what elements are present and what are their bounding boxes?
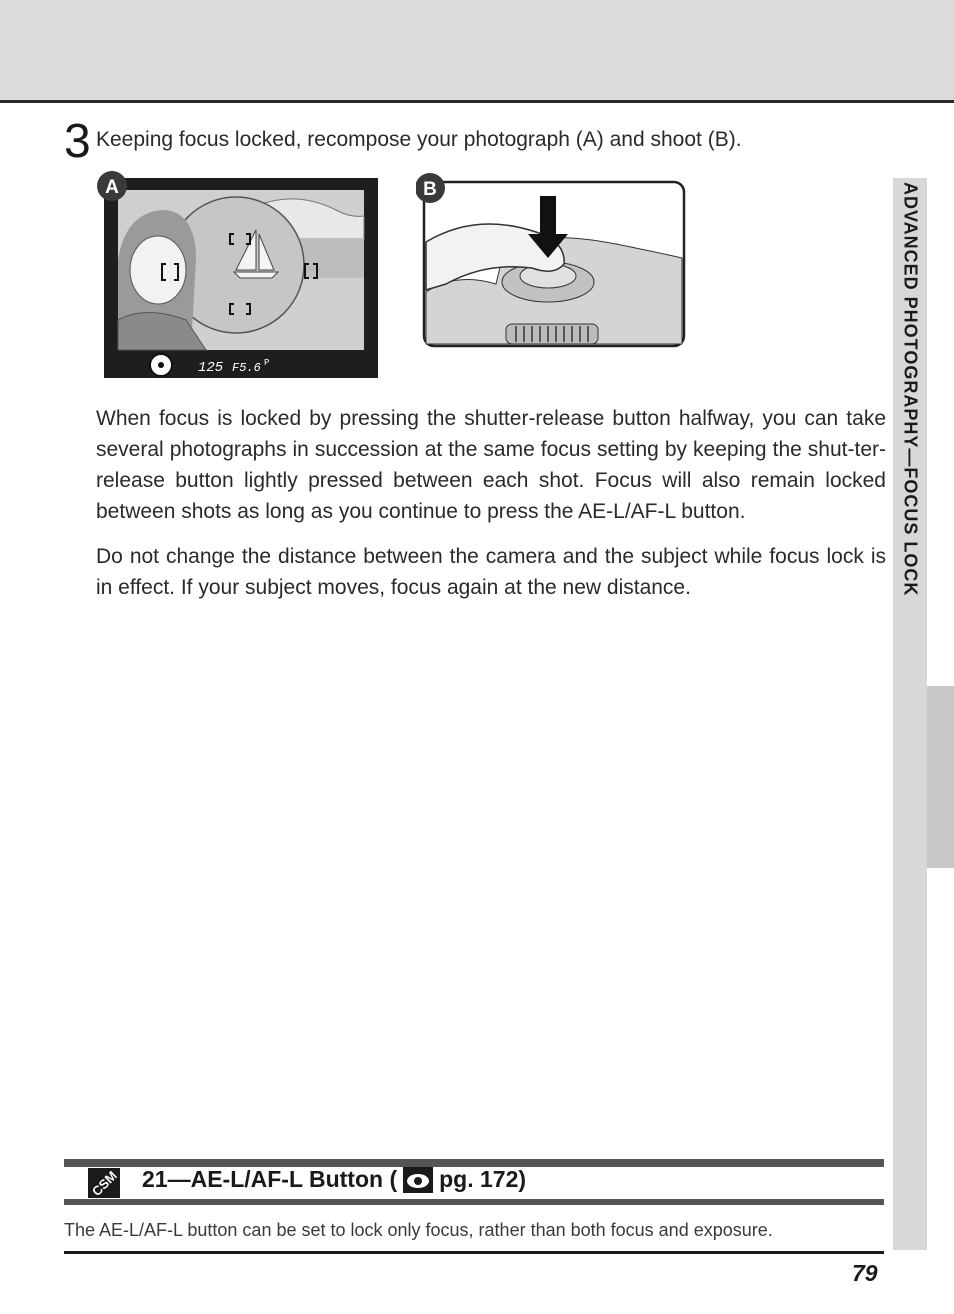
csm-title-suffix: pg. 172) [439, 1166, 527, 1192]
step-instruction: Keeping focus locked, recompose your photograph (A) and shoot (B). [96, 128, 742, 151]
header-band [0, 0, 954, 100]
header-rule [0, 100, 954, 103]
page-number: 79 [852, 1260, 878, 1286]
csm-title-prefix: 21—AE-L/AF-L Button ( [142, 1166, 398, 1192]
figure-a-badge: A [105, 177, 119, 198]
csm-note: The AE-L/AF-L button can be set to lock only focus, rather than both focus and exposure. [64, 1220, 773, 1240]
figure-a-viewfinder [96, 170, 380, 380]
step-number: 3 [64, 115, 89, 168]
mode-readout: P [264, 358, 270, 368]
body-paragraph: Do not change the distance between the camera and the subject while focus lock is in effect. If your subject moves, focus again at the new distance. [96, 545, 886, 599]
csm-rule-bottom [64, 1251, 884, 1254]
side-tab-marker [927, 686, 954, 868]
csm-rule-middle [64, 1199, 884, 1205]
aperture-readout: F5.6 [232, 361, 261, 375]
body-paragraph: When focus is locked by pressing the shutter-release button halfway, you can take several photographs in succession at the same focus setting by keeping the shut-ter-release button lightly pressed between each shot. Focus will also remain locked between shots as long as you continue to press the AE-L/AF-L button. [96, 407, 886, 523]
shutter-readout: 125 [198, 360, 224, 376]
csm-icon: CSM [88, 1167, 120, 1199]
figure-b-shutter-press [416, 172, 688, 352]
csm-title [142, 1166, 526, 1193]
section-label: ADVANCED PHOTOGRAPHY—FOCUS LOCK [900, 182, 921, 597]
figure-b-badge: B [423, 179, 437, 200]
eye-reference-icon [403, 1167, 433, 1193]
